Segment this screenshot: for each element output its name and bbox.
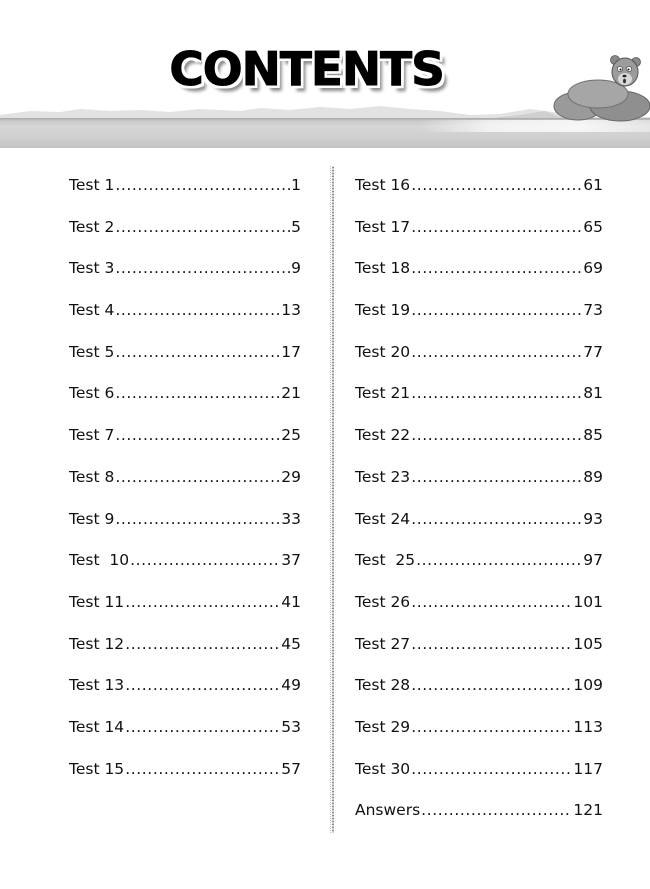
leader-dots (411, 760, 572, 778)
toc-entry-label: Test 19 (355, 301, 411, 320)
leader-dots (411, 176, 582, 194)
toc-entry-label: Test 14 (69, 717, 125, 736)
toc-entry-label: Test 2 (69, 217, 115, 236)
toc-entry[interactable] (355, 259, 603, 301)
toc-entry[interactable] (355, 426, 603, 468)
toc-entry-label: Test 26 (355, 592, 411, 611)
toc-entry-page: 121 (573, 801, 603, 820)
toc-entry-label: Test 18 (355, 259, 411, 278)
leader-dots (115, 343, 280, 361)
toc-entry[interactable] (355, 718, 603, 760)
leader-dots (411, 593, 572, 611)
toc-entry-label: Test 1 (69, 176, 115, 194)
column-divider (330, 166, 335, 833)
toc-entry-page: 13 (281, 301, 301, 320)
toc-entry[interactable] (69, 301, 301, 343)
toc-entry-page: 89 (583, 467, 603, 486)
toc-entry[interactable] (69, 760, 301, 802)
toc-entry-label: Test 28 (355, 676, 411, 695)
toc-entry-label: Test 6 (69, 384, 115, 403)
toc-entry[interactable] (355, 510, 603, 552)
toc-entry-page: 41 (281, 592, 301, 611)
toc-entry-label: Test 12 (69, 634, 125, 653)
toc-entry-label: Test 21 (355, 384, 411, 403)
toc-entry[interactable] (69, 593, 301, 635)
toc-entry-page: 29 (281, 467, 301, 486)
leader-dots (115, 384, 280, 402)
toc-entry[interactable] (355, 343, 603, 385)
leader-dots (411, 301, 582, 319)
page-header (0, 0, 650, 150)
leader-dots (115, 176, 290, 194)
toc-entry[interactable] (355, 218, 603, 260)
toc-entry[interactable] (355, 301, 603, 343)
toc-entry-page: 57 (281, 759, 301, 778)
toc-entry-page: 85 (583, 426, 603, 445)
toc-entry-page: 1 (291, 176, 301, 194)
toc-entry-label: Test 25 (355, 551, 416, 570)
toc-entry[interactable] (355, 176, 603, 218)
leader-dots (411, 218, 582, 236)
leader-dots (411, 676, 572, 694)
page-title: CONTENTS (169, 42, 444, 96)
toc-entry-label: Test 22 (355, 426, 411, 445)
toc-entry-page: 21 (281, 384, 301, 403)
toc-entry-page: 93 (583, 509, 603, 528)
toc-entry-label: Test 7 (69, 426, 115, 445)
toc-entry-page: 45 (281, 634, 301, 653)
toc-entry[interactable] (355, 676, 603, 718)
toc-entry[interactable] (69, 176, 301, 218)
toc-left-column (69, 176, 301, 801)
toc-entry-label: Test 11 (69, 592, 125, 611)
toc-entry-page: 117 (573, 759, 603, 778)
toc-entry[interactable] (69, 635, 301, 677)
toc-entry[interactable] (355, 468, 603, 510)
leader-dots (411, 384, 582, 402)
bear-on-rocks-icon (540, 50, 650, 122)
toc-entry-label: Test 8 (69, 467, 115, 486)
toc-entry-label: Test 20 (355, 342, 411, 361)
toc-entry-page: 101 (573, 592, 603, 611)
toc-entry-page: 53 (281, 717, 301, 736)
toc-entry-label: Test 29 (355, 717, 411, 736)
toc-entry-label: Test 30 (355, 759, 411, 778)
toc-entry-label: Test 23 (355, 467, 411, 486)
toc-entry[interactable] (355, 593, 603, 635)
leader-dots (411, 259, 582, 277)
leader-dots (130, 551, 280, 569)
toc-entry-page: 97 (583, 551, 603, 570)
toc-entry-page: 49 (281, 676, 301, 695)
toc-entry-label: Test 17 (355, 217, 411, 236)
leader-dots (125, 593, 280, 611)
leader-dots (125, 635, 280, 653)
leader-dots (411, 343, 582, 361)
leader-dots (115, 218, 290, 236)
toc-entry[interactable] (69, 510, 301, 552)
toc-entry[interactable] (355, 384, 603, 426)
leader-dots (411, 718, 572, 736)
toc-entry-page: 77 (583, 342, 603, 361)
toc-entry-label: Test 10 (69, 551, 130, 570)
toc-entry-page: 69 (583, 259, 603, 278)
leader-dots (115, 259, 290, 277)
toc-right-column (355, 176, 603, 843)
toc-entry[interactable] (355, 635, 603, 677)
toc-entry[interactable] (69, 718, 301, 760)
toc-entry[interactable] (69, 259, 301, 301)
leader-dots (115, 510, 280, 528)
toc-entry-label: Test 13 (69, 676, 125, 695)
toc-entry-page: 9 (291, 259, 301, 278)
toc-entry-page: 17 (281, 342, 301, 361)
toc-entry-page: 25 (281, 426, 301, 445)
leader-dots (416, 551, 582, 569)
toc-entry-label: Test 16 (355, 176, 411, 194)
toc-entry-label: Test 9 (69, 509, 115, 528)
leader-dots (125, 760, 280, 778)
toc-entry-page: 33 (281, 509, 301, 528)
toc-entry[interactable] (69, 343, 301, 385)
toc-entry-page: 109 (573, 676, 603, 695)
toc-entry[interactable] (69, 218, 301, 260)
toc-entry-label: Test 3 (69, 259, 115, 278)
toc-entry-page: 37 (281, 551, 301, 570)
toc-entry[interactable] (355, 760, 603, 802)
leader-dots (115, 301, 280, 319)
toc-entry-page: 5 (291, 217, 301, 236)
toc-entry[interactable] (355, 551, 603, 593)
leader-dots (411, 426, 582, 444)
toc-entry-page: 65 (583, 217, 603, 236)
leader-dots (421, 801, 572, 819)
toc-entry[interactable] (69, 426, 301, 468)
toc-entry-page: 81 (583, 384, 603, 403)
toc-entry[interactable] (69, 384, 301, 426)
toc-entry[interactable] (69, 676, 301, 718)
leader-dots (411, 635, 572, 653)
leader-dots (125, 676, 280, 694)
leader-dots (125, 718, 280, 736)
toc-entry-page: 73 (583, 301, 603, 320)
toc-entry-label: Test 4 (69, 301, 115, 320)
toc-entry-label: Test 24 (355, 509, 411, 528)
toc-entry[interactable] (355, 801, 603, 843)
toc-entry[interactable] (69, 551, 301, 593)
leader-dots (115, 468, 280, 486)
leader-dots (411, 468, 582, 486)
toc-entry-page: 105 (573, 634, 603, 653)
toc-entry-label: Test 27 (355, 634, 411, 653)
toc-entry-label: Test 15 (69, 759, 125, 778)
toc-entry-page: 113 (573, 717, 603, 736)
leader-dots (115, 426, 280, 444)
toc-entry-label: Answers (355, 801, 421, 820)
toc-entry[interactable] (69, 468, 301, 510)
toc-entry-label: Test 5 (69, 342, 115, 361)
toc-entry-page: 61 (583, 176, 603, 194)
leader-dots (411, 510, 582, 528)
